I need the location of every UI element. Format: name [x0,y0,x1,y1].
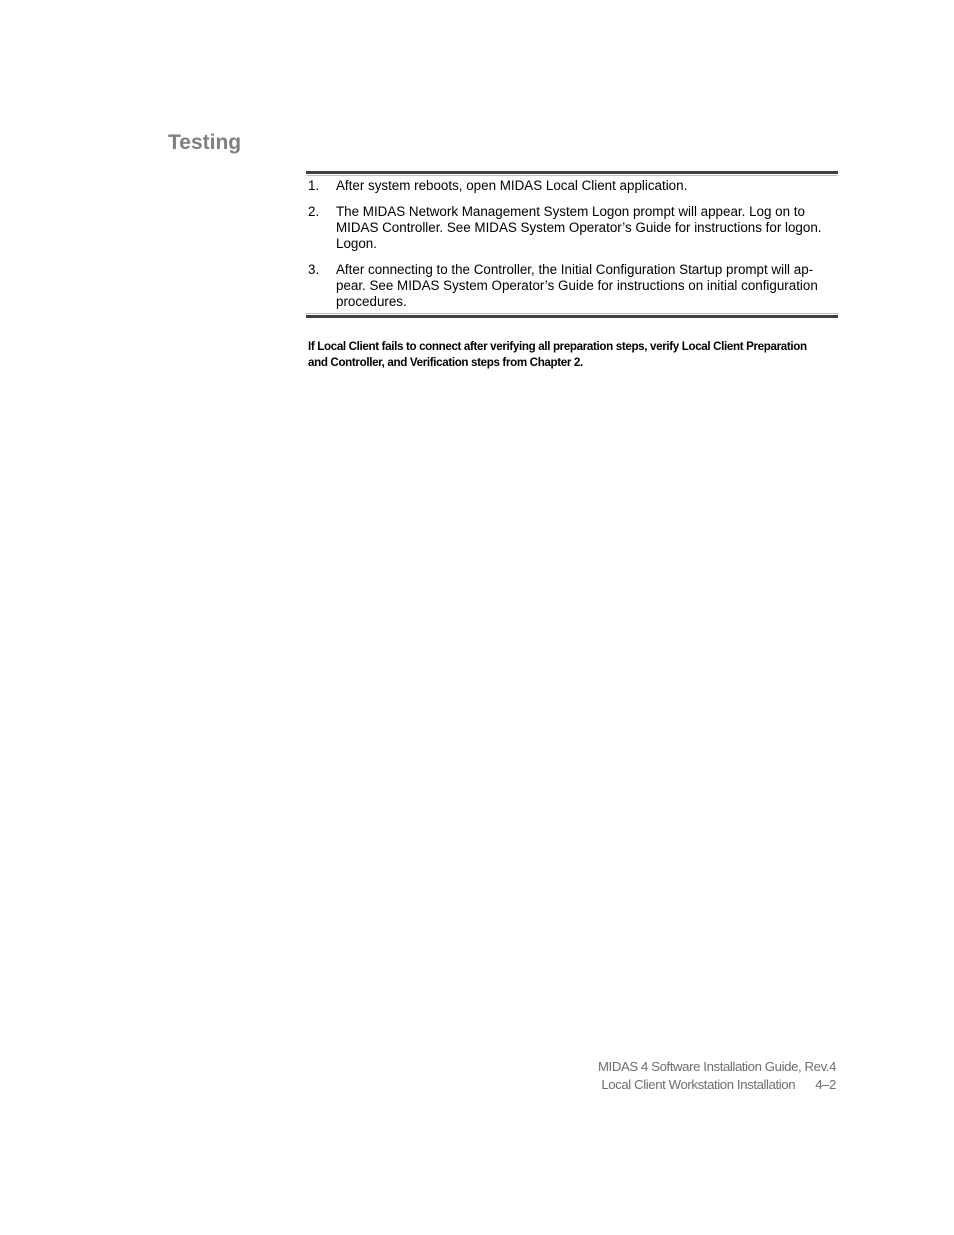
footer-chapter-title: Local Client Workstation Installation [601,1077,796,1092]
step-number: 2. [308,204,320,219]
steps-table [306,171,838,318]
footer-guide-title: MIDAS 4 Software Installation Guide, Rev.4 [597,1059,836,1074]
troubleshooting-note: If Local Client fails to connect after verifying all preparation steps, verify Local Client Preparation and Controller, and Verification steps from Chapter 2. [308,340,807,369]
step-item [306,262,838,310]
step-number: 1. [308,178,320,193]
footer-page-number: 4–2 [815,1077,836,1092]
step-text: After system reboots, open MIDAS Local Client application. [336,178,688,193]
page-footer [598,1058,836,1094]
step-item [306,204,838,252]
step-text: The MIDAS Network Management System Logon prompt will appear. Log on to MIDAS Controller. See MIDAS System Operator’s Guide for instructions for logon. Logon. [336,204,822,251]
step-item [306,178,838,194]
footer-chapter-line [598,1076,836,1094]
section-title: Testing [168,131,242,154]
step-number: 3. [308,262,320,277]
step-text: After connecting to the Controller, the Initial Configuration Startup prompt will ap-pear. See MIDAS System Operator’s Guide for instructions on initial configuration procedures. [336,262,818,309]
